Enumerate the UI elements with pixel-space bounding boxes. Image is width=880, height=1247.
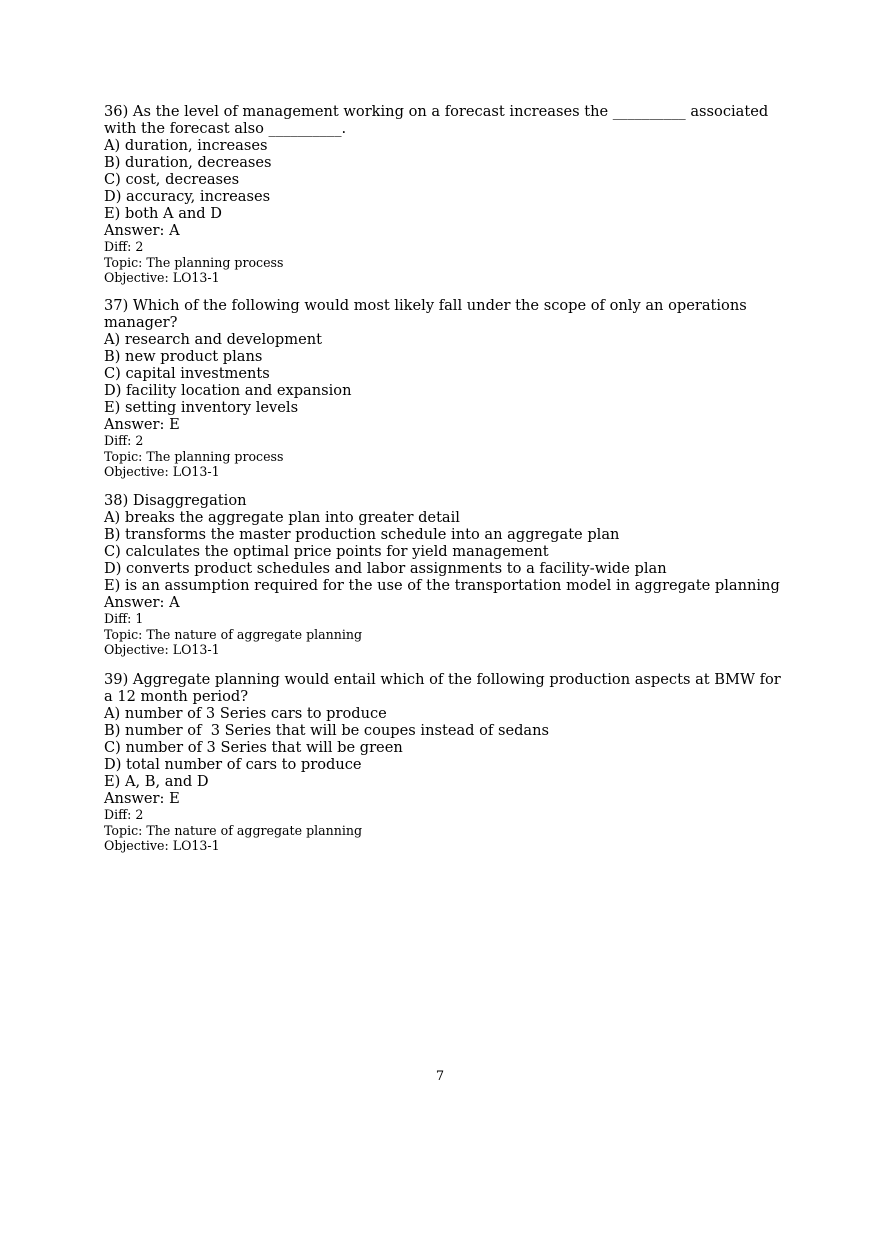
question-text: 36) As the level of management working on a forecast increases the __________ associated with the forecast also __________. — [104, 103, 769, 137]
answer: Answer: A — [104, 222, 180, 239]
choice-c: C) capital investments — [104, 365, 270, 382]
choice-d: D) converts product schedules and labor assignments to a facility-wide plan — [104, 560, 667, 577]
question-text: 37) Which of the following would most likely fall under the scope of only an operations manager? — [104, 297, 747, 331]
choice-b: B) duration, decreases — [104, 154, 272, 171]
choice-c: C) number of 3 Series that will be green — [104, 739, 403, 756]
objective: Objective: LO13-1 — [104, 464, 220, 479]
page-number: 7 — [435, 1069, 445, 1084]
question-36 — [104, 103, 780, 286]
choice-e: E) both A and D — [104, 205, 222, 222]
question-39 — [104, 671, 784, 854]
difficulty: Diff: 2 — [104, 433, 144, 448]
difficulty: Diff: 1 — [104, 611, 144, 626]
choice-a: A) research and development — [104, 331, 322, 348]
answer: Answer: E — [104, 790, 180, 807]
question-text: 39) Aggregate planning would entail which of the following production aspects at BMW for a 12 month period? — [104, 671, 781, 705]
question-38 — [104, 492, 784, 658]
topic: Topic: The nature of aggregate planning — [104, 822, 363, 838]
topic: Topic: The nature of aggregate planning — [104, 626, 363, 642]
choice-c: C) cost, decreases — [104, 171, 240, 188]
choice-d: D) total number of cars to produce — [104, 756, 362, 773]
objective: Objective: LO13-1 — [104, 838, 220, 853]
answer: Answer: E — [104, 416, 180, 433]
difficulty: Diff: 2 — [104, 807, 144, 822]
choice-b: B) number of 3 Series that will be coupes instead of sedans — [104, 722, 550, 739]
topic: Topic: The planning process — [104, 254, 284, 270]
question-37 — [104, 297, 780, 480]
choice-a: A) duration, increases — [104, 137, 268, 154]
topic: Topic: The planning process — [104, 448, 284, 464]
choice-a: A) number of 3 Series cars to produce — [104, 705, 387, 722]
choice-b: B) new product plans — [104, 348, 263, 365]
choice-b: B) transforms the master production schedule into an aggregate plan — [104, 526, 620, 543]
choice-e: E) is an assumption required for the use of the transportation model in aggregate planning — [104, 577, 780, 594]
choice-c: C) calculates the optimal price points for yield management — [104, 543, 549, 560]
objective: Objective: LO13-1 — [104, 642, 220, 657]
objective: Objective: LO13-1 — [104, 270, 220, 285]
question-text: 38) Disaggregation — [104, 492, 247, 509]
difficulty: Diff: 2 — [104, 239, 144, 254]
choice-d: D) facility location and expansion — [104, 382, 352, 399]
choice-e: E) A, B, and D — [104, 773, 209, 790]
choice-d: D) accuracy, increases — [104, 188, 271, 205]
choice-a: A) breaks the aggregate plan into greater detail — [104, 509, 460, 526]
choice-e: E) setting inventory levels — [104, 399, 299, 416]
answer: Answer: A — [104, 594, 180, 611]
